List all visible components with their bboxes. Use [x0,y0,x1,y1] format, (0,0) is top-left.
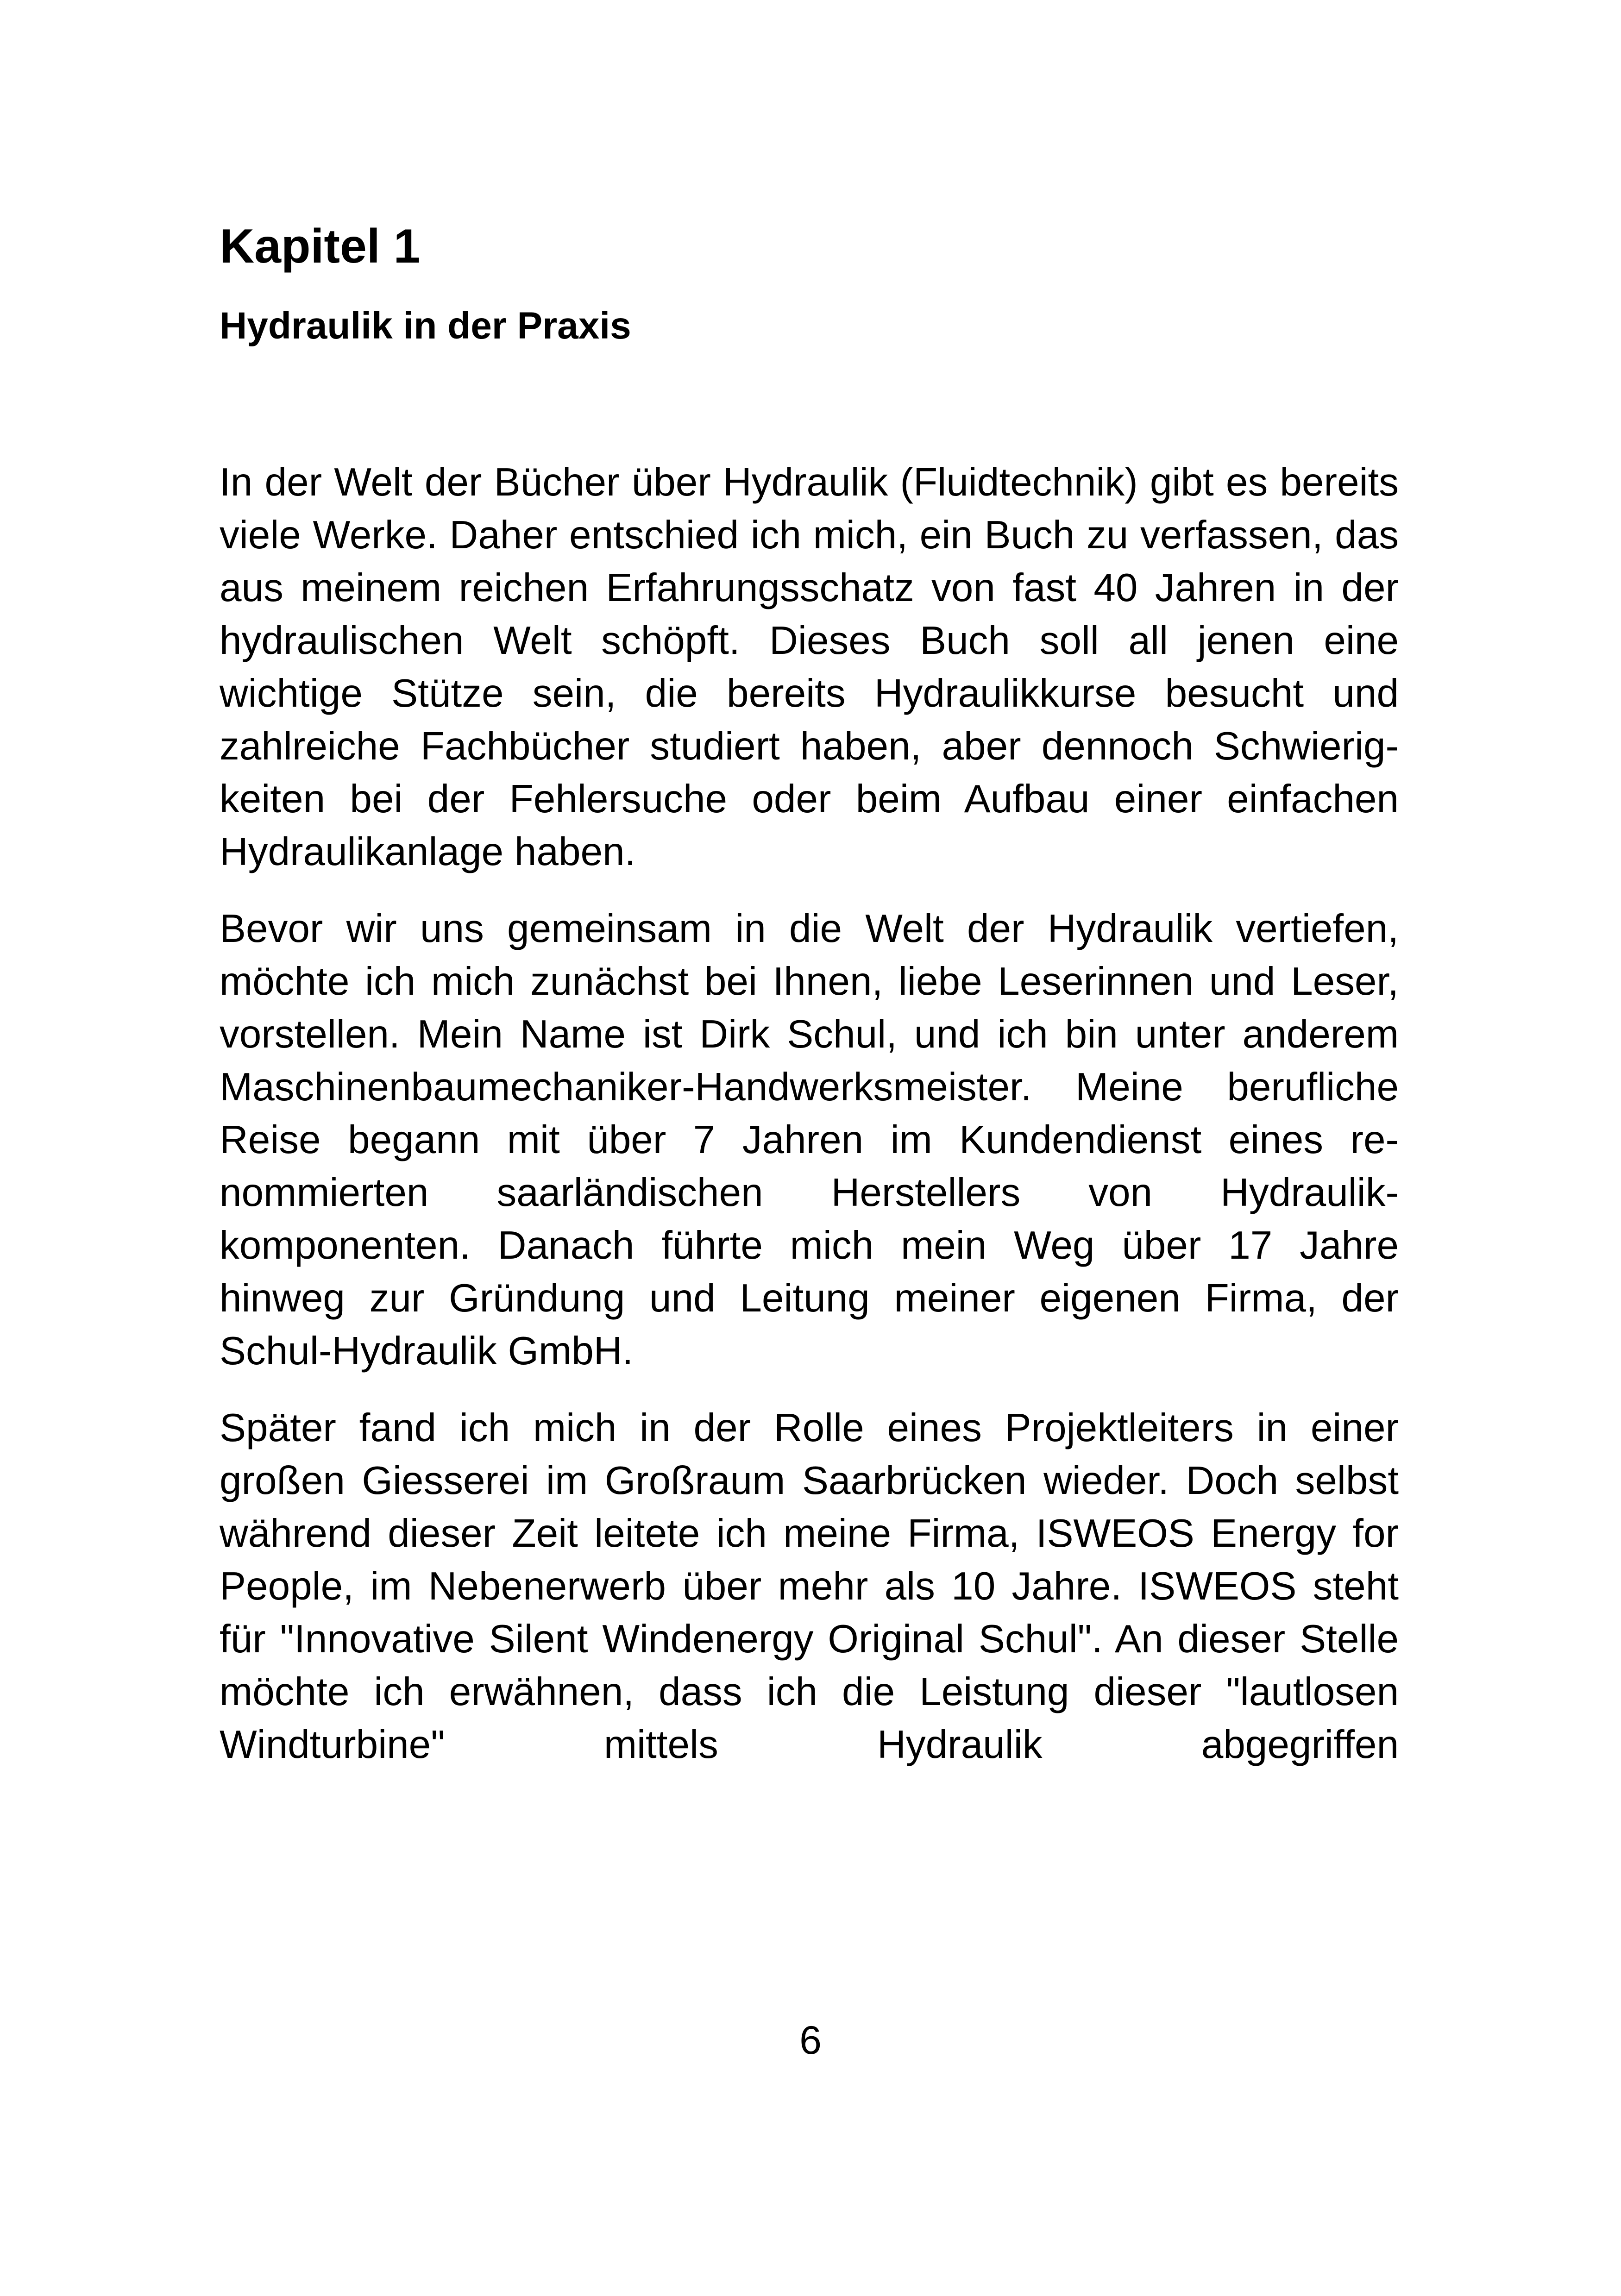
chapter-title: Kapitel 1 [220,220,421,273]
body-text [220,456,1399,1771]
page-number: 6 [799,2018,822,2063]
chapter-subtitle: Hydraulik in der Praxis [220,305,631,347]
paragraph: Bevor wir uns gemeinsam in die Welt der Hydraulik vertiefen, möchte ich mich zunächst bei Ihnen, liebe Leserinnen und Leser, vorstellen. Mein Name ist Dirk Schul, und ich bin unter anderem Maschinenbaumechaniker-Handwerksmeister. Meine berufliche Reise begann mit über 7 Jahren im Kundendienst eines renommierten saarländischen Herstellers von Hydraulikkomponenten. Danach führte mich mein Weg über 17 Jahre hinweg zur Gründung und Leitung meiner eigenen Firma, der Schul-Hydraulik GmbH. [220,907,1399,1373]
paragraph: Später fand ich mich in der Rolle eines Projektleiters in einer großen Giesserei im Großraum Saarbrücken wieder. Doch selbst während dieser Zeit leitete ich meine Firma, ISWEOS Energy for People, im Nebenerwerb über mehr als 10 Jahre. ISWEOS steht für "Innovative Silent Windenergy Original Schul". An dieser Stelle möchte ich erwähnen, dass ich die Leistung dieser "lautlosen Windturbine" mittels Hydraulik abgegriffen [220,1406,1399,1767]
paragraph: In der Welt der Bücher über Hydraulik (Fluidtechnik) gibt es bereits viele Werke. Daher entschied ich mich, ein Buch zu verfassen, das aus meinem reichen Erfahrungsschatz von fast 40 Jahren in der hydraulischen Welt schöpft. Dieses Buch soll all jenen eine wichtige Stütze sein, die bereits Hydraulikkurse besucht und zahlreiche Fachbücher studiert haben, aber dennoch Schwierigkeiten bei der Fehlersuche oder beim Aufbau einer einfachen Hydraulikanlage haben. [220,460,1399,874]
